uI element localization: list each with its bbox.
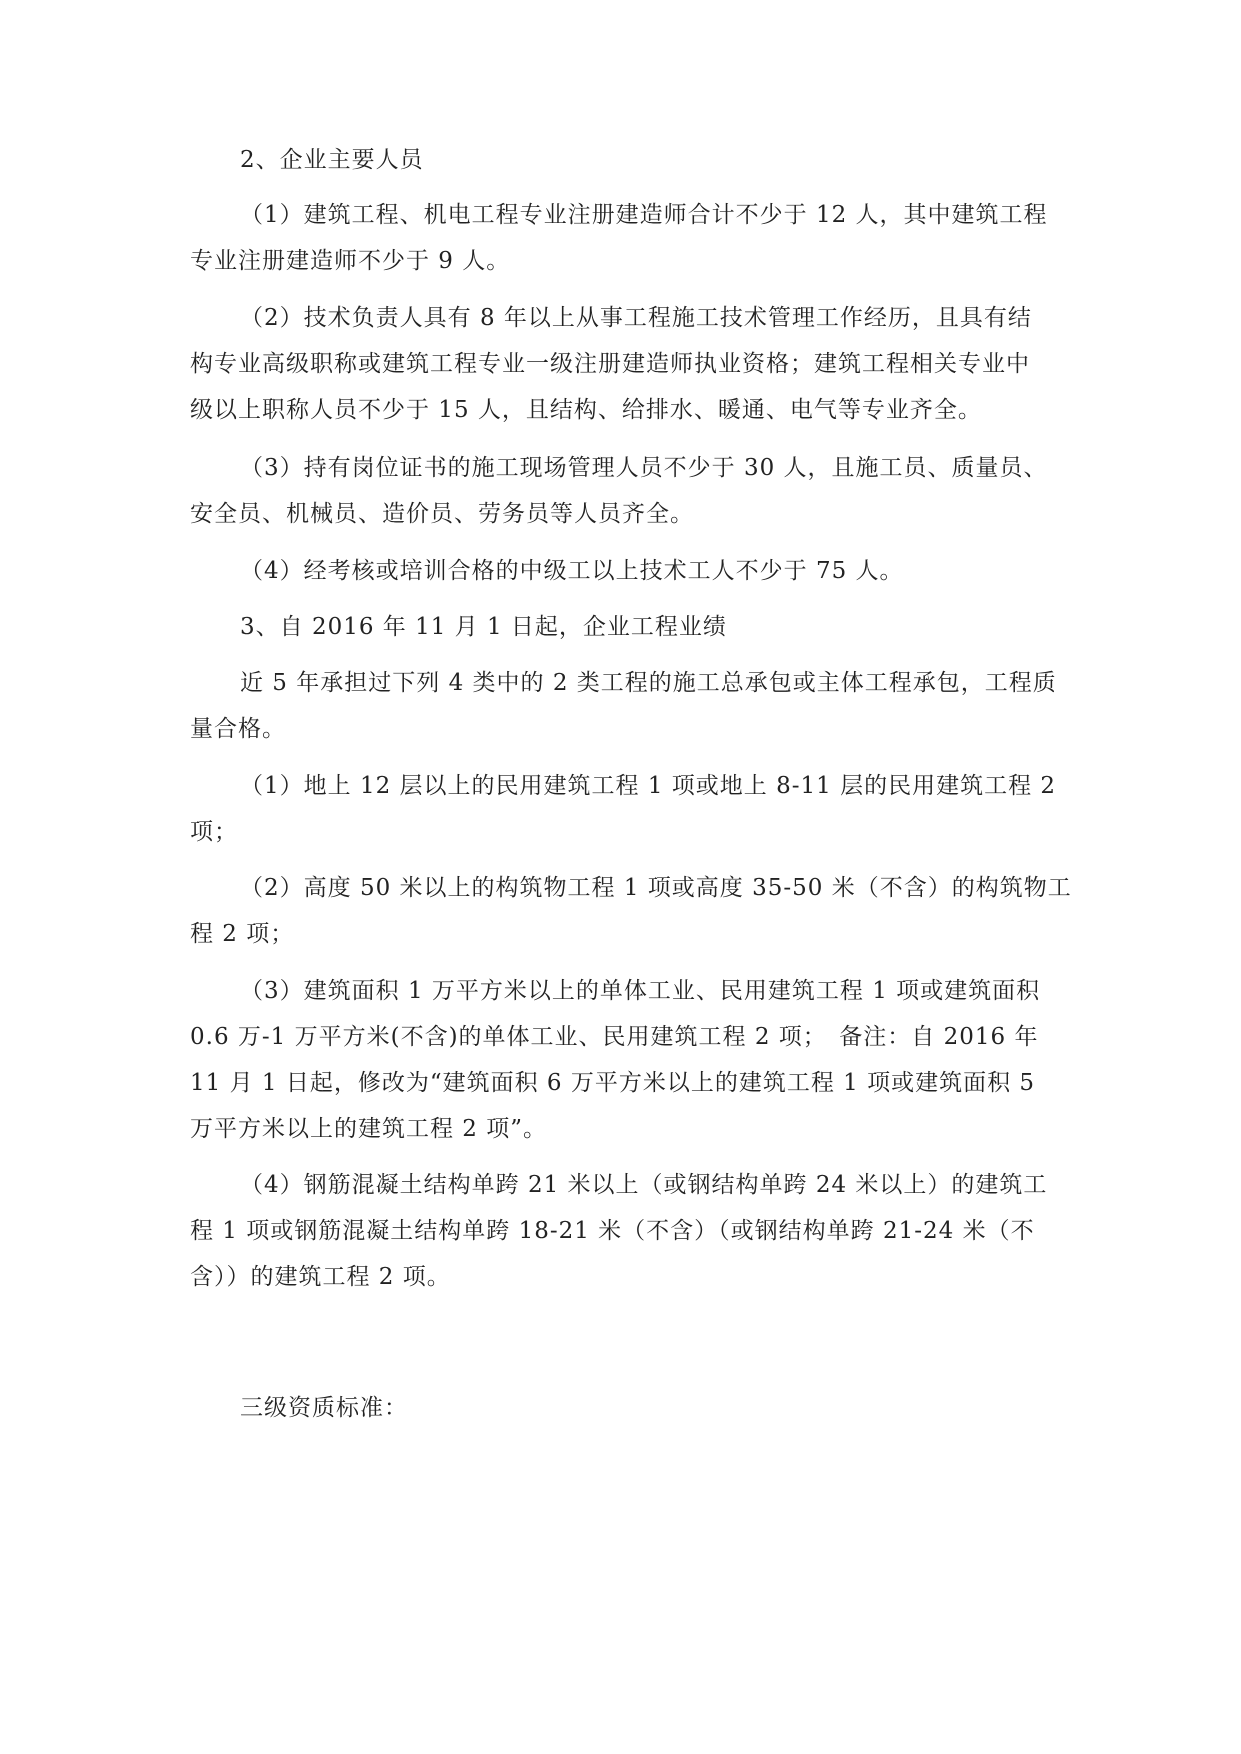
paragraph-line: 构专业高级职称或建筑工程专业一级注册建造师执业资格；建筑工程相关专业中 [190, 351, 1030, 377]
paragraph-line: 项； [190, 819, 238, 845]
paragraph-line: （1）地上 12 层以上的民用建筑工程 1 项或地上 8-11 层的民用建筑工程 2 [240, 773, 1057, 799]
paragraph-line: 程 1 项或钢筋混凝土结构单跨 18-21 米（不含）（或钢结构单跨 21-24 米（不 [190, 1218, 1035, 1244]
paragraph-line: （1）建筑工程、机电工程专业注册建造师合计不少于 12 人，其中建筑工程 [240, 202, 1048, 228]
paragraph-line: 级以上职称人员不少于 15 人，且结构、给排水、暖通、电气等专业齐全。 [190, 397, 982, 423]
paragraph-line: （2）技术负责人具有 8 年以上从事工程施工技术管理工作经历，且具有结 [240, 305, 1032, 331]
paragraph-line: 近 5 年承担过下列 4 类中的 2 类工程的施工总承包或主体工程承包，工程质 [240, 670, 1057, 696]
paragraph-line: 0.6 万-1 万平方米(不含)的单体工业、民用建筑工程 2 项； 备注：自 2016 年 [190, 1024, 1039, 1050]
paragraph-line: 量合格。 [190, 716, 286, 742]
paragraph-line: 程 2 项； [190, 921, 295, 947]
section-heading-performance: 3、自 2016 年 11 月 1 日起，企业工程业绩 [240, 614, 727, 640]
paragraph-line: 含））的建筑工程 2 项。 [190, 1264, 451, 1290]
paragraph-line: 安全员、机械员、造价员、劳务员等人员齐全。 [190, 501, 694, 527]
paragraph-line: （2）高度 50 米以上的构筑物工程 1 项或高度 35-50 米（不含）的构筑物工 [240, 875, 1072, 901]
paragraph-line: （3）持有岗位证书的施工现场管理人员不少于 30 人，且施工员、质量员、 [240, 455, 1048, 481]
paragraph-line: （4）经考核或培训合格的中级工以上技术工人不少于 75 人。 [240, 558, 904, 584]
paragraph-line: （4）钢筋混凝土结构单跨 21 米以上（或钢结构单跨 24 米以上）的建筑工 [240, 1172, 1048, 1198]
section-heading-grade-three: 三级资质标准： [240, 1395, 408, 1421]
paragraph-line: （3）建筑面积 1 万平方米以上的单体工业、民用建筑工程 1 项或建筑面积 [240, 978, 1041, 1004]
paragraph-line: 万平方米以上的建筑工程 2 项”。 [190, 1116, 548, 1142]
paragraph-line: 11 月 1 日起，修改为“建筑面积 6 万平方米以上的建筑工程 1 项或建筑面积 5 [190, 1070, 1036, 1096]
paragraph-line: 专业注册建造师不少于 9 人。 [190, 248, 511, 274]
section-heading-main-personnel: 2、企业主要人员 [240, 147, 424, 173]
